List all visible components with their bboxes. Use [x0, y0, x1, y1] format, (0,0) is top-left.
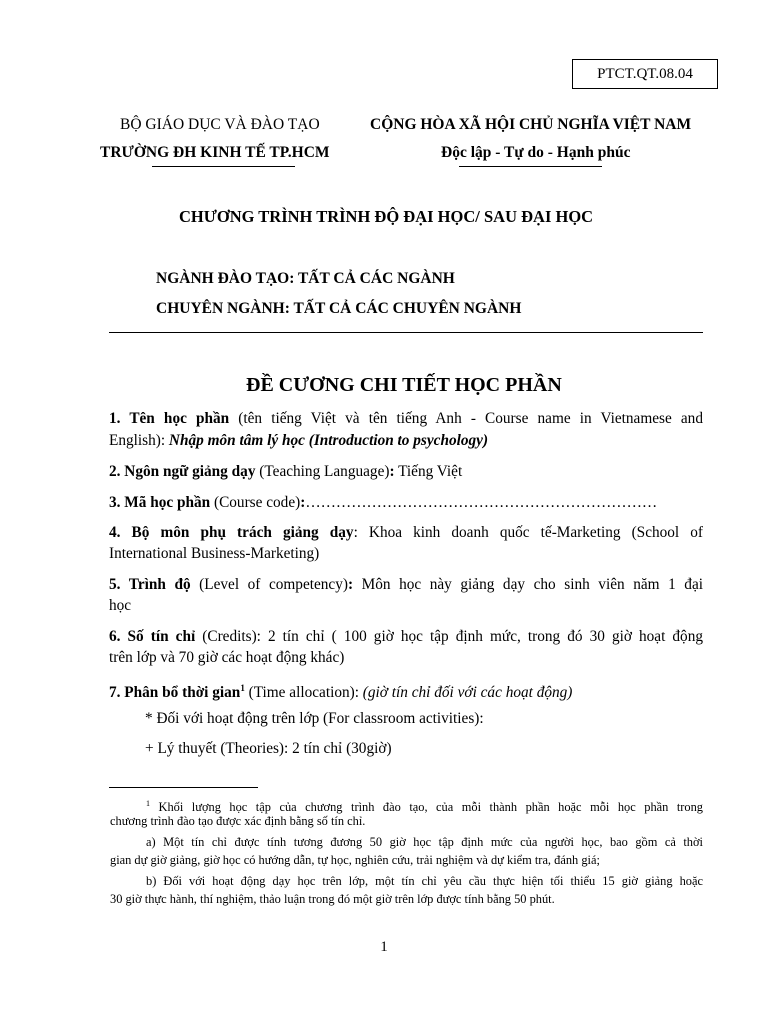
- footnote-marker: 1: [146, 799, 150, 808]
- item-2-colon: :: [389, 463, 395, 480]
- program-title: CHƯƠNG TRÌNH TRÌNH ĐỘ ĐẠI HỌC/ SAU ĐẠI HỌC: [179, 207, 594, 226]
- item-3: [109, 492, 703, 514]
- item-5-english: (Level of competency): [190, 576, 348, 593]
- university-name: TRƯỜNG ĐH KINH TẾ TP.HCM: [100, 144, 330, 161]
- republic-name: CỘNG HÒA XÃ HỘI CHỦ NGHĨA VIỆT NAM: [370, 116, 692, 133]
- item-2-english: (Teaching Language): [255, 463, 390, 480]
- item-7-note: (giờ tín chỉ đối với các hoạt động): [362, 684, 573, 702]
- item-7: [109, 678, 703, 704]
- item-3-english: (Course code): [210, 494, 301, 511]
- footnote-p2-line-1: [110, 834, 703, 851]
- item-4-label: 4. Bộ môn phụ trách giảng dạy: [109, 524, 354, 541]
- document-code: PTCT.QT.08.04: [597, 65, 693, 82]
- item-6-line-1: [109, 626, 703, 648]
- item-4-value: : Khoa kinh doanh quốc tế-Marketing (School of: [353, 524, 703, 541]
- item-7-classroom: * Đối với hoạt động trên lớp (For classroom activities):: [145, 710, 484, 727]
- item-7-english: (Time allocation):: [244, 684, 363, 702]
- syllabus-title: ĐỀ CƯƠNG CHI TIẾT HỌC PHẦN: [246, 374, 562, 396]
- item-1-line-2: [109, 430, 703, 452]
- national-motto: Độc lập - Tự do - Hạnh phúc: [441, 144, 631, 161]
- item-5-value: Môn học này giảng dạy cho sinh viên năm 1 đại: [353, 576, 703, 593]
- item-1-description: (tên tiếng Việt và tên tiếng Anh - Course name in Vietnamese and: [229, 410, 703, 427]
- item-2-label: 2. Ngôn ngữ giảng dạy: [109, 463, 256, 480]
- page-number: 1: [380, 939, 388, 955]
- item-5-line-1: [109, 574, 703, 596]
- specialization-line: CHUYÊN NGÀNH: TẤT CẢ CÁC CHUYÊN NGÀNH: [156, 300, 522, 317]
- item-6-value: (Credits): 2 tín chỉ ( 100 giờ học tập định mức, trong đó 30 giờ hoạt động: [195, 628, 703, 645]
- item-2: [109, 461, 703, 483]
- motto-underline: [459, 166, 602, 167]
- item-7-theory: + Lý thuyết (Theories): 2 tín chỉ (30giờ): [145, 740, 392, 757]
- university-underline: [152, 166, 295, 167]
- footnote-p3-line-1: [110, 873, 703, 890]
- document-code-box: [572, 59, 718, 89]
- course-name: Nhập môn tâm lý học (Introduction to psychology): [168, 432, 489, 449]
- ministry-name: BỘ GIÁO DỤC VÀ ĐÀO TẠO: [120, 116, 320, 133]
- item-3-colon: :: [300, 494, 306, 511]
- footnote-p2-text: a) Một tín chỉ được tính tương đương 50 giờ học tập định mức của người học, bao gồm cả thời: [146, 835, 703, 849]
- item-6-line-2: trên lớp và 70 giờ các hoạt động khác): [109, 649, 345, 666]
- item-4-line-1: [109, 522, 703, 544]
- section-divider: [109, 332, 703, 333]
- major-line: NGÀNH ĐÀO TẠO: TẤT CẢ CÁC NGÀNH: [156, 270, 455, 287]
- footnote-p1-text: Khối lượng học tập của chương trình đào tạo, của mỗi thành phần hoặc mỗi học phần trong: [150, 800, 703, 815]
- footnote-p1-line-2: chương trình đào tạo được xác định bằng số tín chỉ.: [110, 814, 366, 828]
- item-6-label: 6. Số tín chỉ: [109, 628, 196, 645]
- teaching-language: Tiếng Việt: [394, 463, 463, 480]
- footnote-ref-1: 1: [240, 683, 245, 693]
- item-3-label: 3. Mã học phần: [109, 494, 211, 511]
- item-1-line-1: [109, 408, 703, 430]
- item-5-line-2: học: [109, 597, 132, 614]
- item-5-colon: :: [347, 576, 354, 593]
- course-code-blank: ……………………………………………………………: [305, 494, 658, 511]
- footnote-p2-line-2: gian dự giờ giảng, giờ học có hướng dẫn, tự học, nghiên cứu, trải nghiệm và dự kiểm tra, đánh giá;: [110, 853, 600, 867]
- item-7-label: 7. Phân bổ thời gian: [109, 684, 241, 702]
- footnote-p3-line-2: 30 giờ thực hành, thí nghiệm, thảo luận trong đó một giờ trên lớp được tính bằng 50 phút.: [110, 892, 555, 906]
- footnote-separator: [109, 787, 258, 788]
- item-1-label: 1. Tên học phần: [109, 410, 230, 427]
- item-1-prefix: English):: [109, 432, 169, 449]
- item-5-label: 5. Trình độ: [109, 576, 191, 593]
- item-4-line-2: International Business-Marketing): [109, 545, 320, 562]
- footnote-p3-text: b) Đối với hoạt động dạy học trên lớp, một tín chỉ yêu cầu thực hiện tối thiểu 15 giờ giảng hoặc: [146, 874, 703, 888]
